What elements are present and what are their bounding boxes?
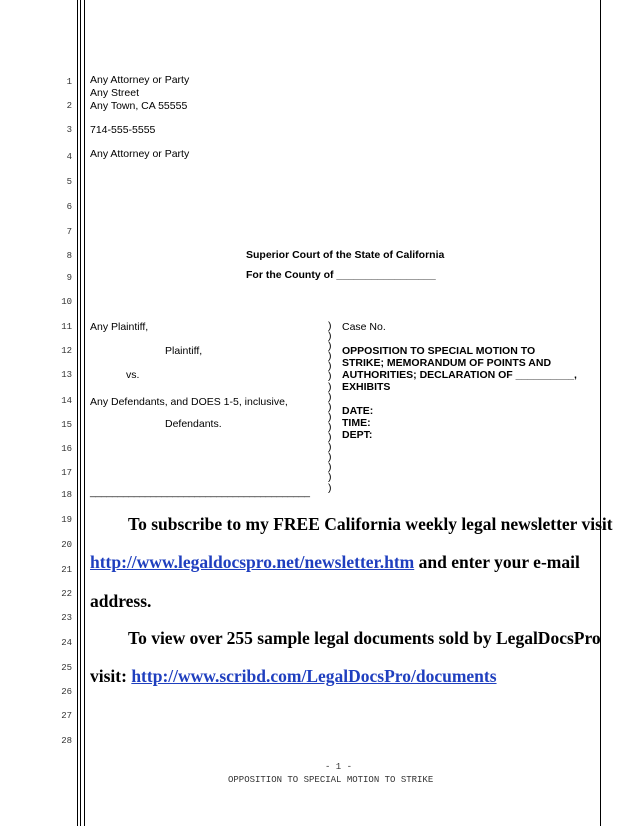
attorney-city: Any Town, CA 55555	[90, 100, 188, 112]
footer-title: OPPOSITION TO SPECIAL MOTION TO STRIKE	[228, 775, 434, 785]
hearing-date: DATE:	[342, 405, 374, 417]
left-margin-line-outer	[77, 0, 78, 826]
document-title-line3: AUTHORITIES; DECLARATION OF __________,	[342, 369, 577, 381]
line-number: 5	[66, 177, 72, 187]
left-margin-line-inner	[80, 0, 81, 826]
line-number: 22	[61, 589, 72, 599]
line-number: 27	[61, 711, 72, 721]
line-number: 18	[61, 490, 72, 500]
line-number: 15	[61, 420, 72, 430]
hearing-time: TIME:	[342, 417, 371, 429]
line-number: 2	[66, 101, 72, 111]
line-number: 25	[61, 663, 72, 673]
line-number: 9	[66, 273, 72, 283]
caption-underline: ________________________________________	[90, 486, 310, 498]
left-margin-line-text	[84, 0, 85, 826]
line-number: 19	[61, 515, 72, 525]
documents-link[interactable]: http://www.scribd.com/LegalDocsPro/documents	[131, 666, 497, 686]
line-number: 16	[61, 444, 72, 454]
line-number: 17	[61, 468, 72, 478]
newsletter-paragraph-line2	[90, 552, 580, 573]
line-number: 20	[61, 540, 72, 550]
newsletter-rest: and enter your e-mail	[414, 552, 580, 572]
plaintiff-name: Any Plaintiff,	[90, 321, 149, 333]
court-county: For the County of _________________	[246, 269, 436, 281]
line-number: 23	[61, 613, 72, 623]
plaintiff-role: Plaintiff,	[165, 345, 203, 357]
document-title-line1: OPPOSITION TO SPECIAL MOTION TO	[342, 345, 536, 357]
line-number: 10	[61, 297, 72, 307]
line-number: 1	[66, 77, 72, 87]
attorney-phone: 714-555-5555	[90, 124, 156, 136]
line-number: 28	[61, 736, 72, 746]
defendants-name: Any Defendants, and DOES 1-5, inclusive,	[90, 396, 288, 408]
newsletter-paragraph-line1: To subscribe to my FREE California weekly legal newsletter visit	[128, 514, 613, 534]
hearing-dept: DEPT:	[342, 429, 373, 441]
line-number: 8	[66, 251, 72, 261]
line-number: 11	[61, 322, 72, 332]
page-number: - 1 -	[325, 762, 353, 772]
document-title-line4: EXHIBITS	[342, 381, 391, 393]
line-number: 6	[66, 202, 72, 212]
versus: vs.	[126, 369, 140, 381]
attorney-street: Any Street	[90, 87, 140, 99]
right-margin-line	[600, 0, 601, 826]
line-number: 14	[61, 396, 72, 406]
attorney-for: Any Attorney or Party	[90, 148, 190, 160]
line-number: 21	[61, 565, 72, 575]
line-number: 24	[61, 638, 72, 648]
documents-visit-label: visit:	[90, 666, 132, 686]
line-number: 26	[61, 687, 72, 697]
line-number: 4	[66, 152, 72, 162]
line-number: 3	[66, 125, 72, 135]
caption-parentheses: ) ) ) ) ) ) ) ) ) ) ) ) ) ) ) ) )	[328, 320, 332, 494]
newsletter-paragraph-line3: address.	[90, 591, 152, 611]
line-number: 13	[61, 370, 72, 380]
document-title-line2: STRIKE; MEMORANDUM OF POINTS AND	[342, 357, 552, 369]
case-number: Case No.	[342, 321, 386, 333]
documents-paragraph-line2	[90, 666, 497, 687]
court-name: Superior Court of the State of California	[246, 249, 445, 261]
line-number: 12	[61, 346, 72, 356]
line-number: 7	[66, 227, 72, 237]
attorney-name: Any Attorney or Party	[90, 74, 190, 86]
newsletter-link[interactable]: http://www.legaldocspro.net/newsletter.htm	[90, 552, 415, 572]
documents-paragraph-line1: To view over 255 sample legal documents sold by LegalDocsPro	[128, 628, 601, 648]
defendant-role: Defendants.	[165, 418, 222, 430]
